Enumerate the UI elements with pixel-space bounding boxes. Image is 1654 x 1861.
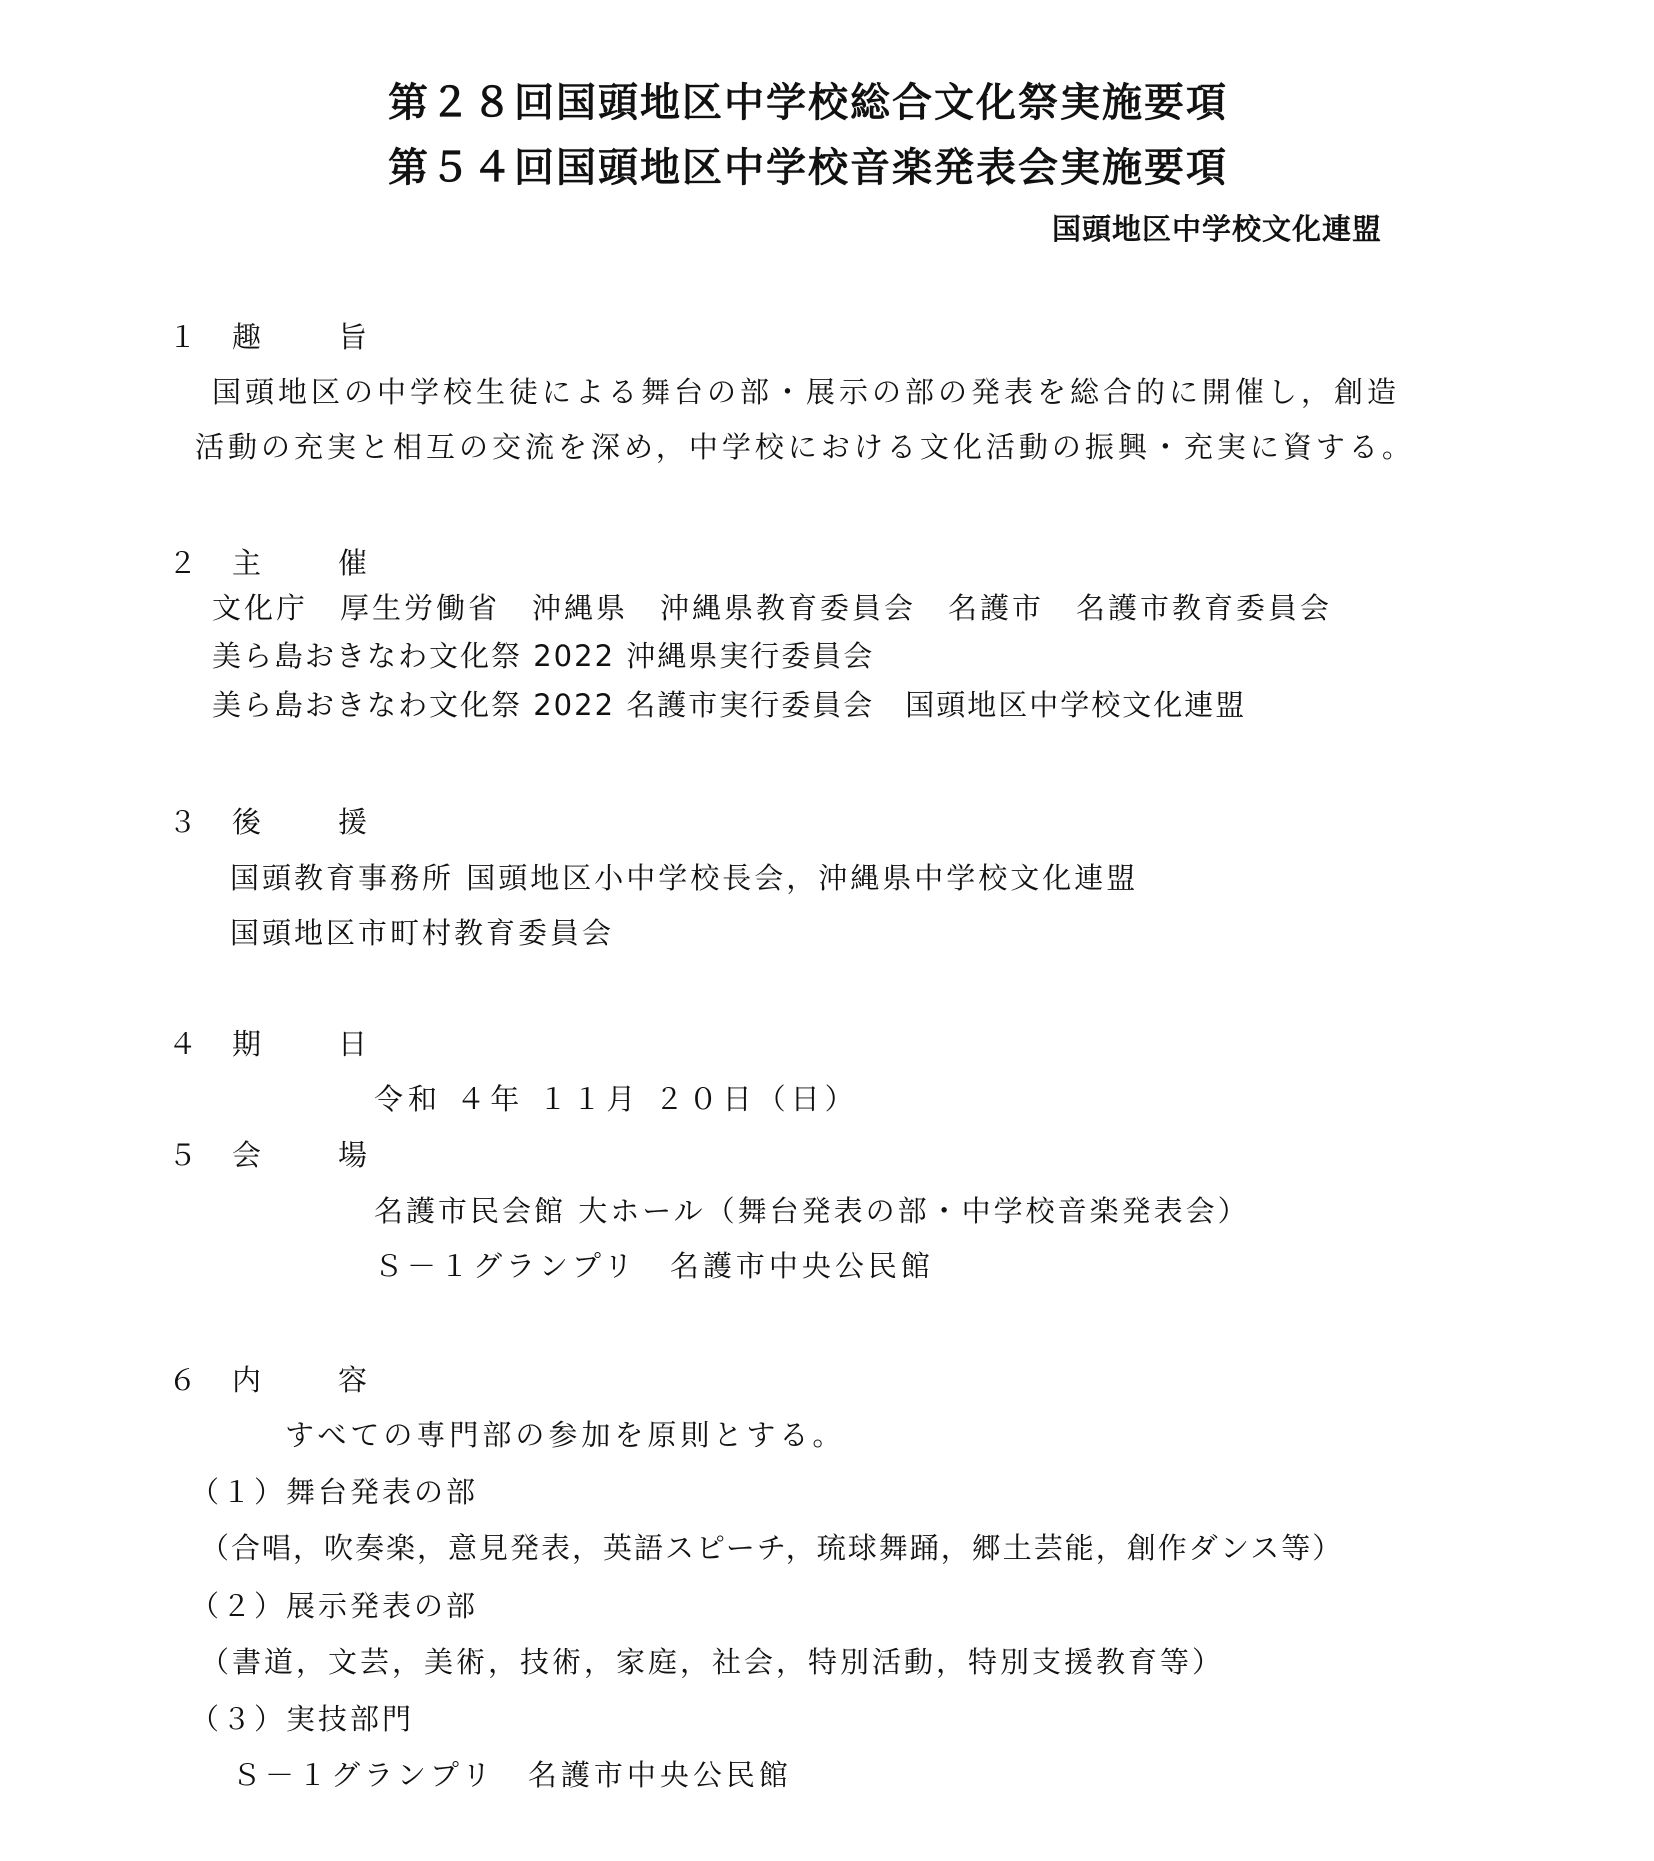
section-6-heading: 内 容 — [232, 1363, 392, 1397]
section-3-number: ３ — [168, 805, 198, 839]
section-4-date: 令和 ４年 １１月 ２０日（日） — [374, 1082, 859, 1116]
section-2-heading: 主 催 — [232, 546, 392, 580]
section-5-line-2: Ｓ－１グランプリ 名護市中央公民館 — [374, 1249, 934, 1283]
section-5-heading: 会 場 — [232, 1138, 392, 1172]
document-title-1: 第２８回国頭地区中学校総合文化祭実施要項 — [388, 80, 1228, 126]
section-2-line-2: 美ら島おきなわ文化祭 2022 沖縄県実行委員会 — [212, 639, 875, 673]
section-1-line-2: 活動の充実と相互の交流を深め，中学校における文化活動の振興・充実に資する。 — [195, 430, 1415, 464]
section-4-number: ４ — [168, 1027, 198, 1061]
document-title-2: 第５４回国頭地区中学校音楽発表会実施要項 — [388, 145, 1228, 191]
section-6-sub-3-label: （３）実技部門 — [190, 1702, 415, 1736]
section-6-sub-3-detail: Ｓ－１グランプリ 名護市中央公民館 — [232, 1758, 792, 1792]
section-1-number: １ — [168, 320, 198, 354]
section-5-number: ５ — [168, 1138, 198, 1172]
section-6-number: ６ — [168, 1363, 198, 1397]
section-3-line-2: 国頭地区市町村教育委員会 — [230, 916, 615, 950]
section-2-number: ２ — [168, 546, 198, 580]
section-2-line-1: 文化庁 厚生労働省 沖縄県 沖縄県教育委員会 名護市 名護市教育委員会 — [212, 591, 1333, 625]
section-6-sub-1-detail: （合唱，吹奏楽，意見発表，英語スピーチ，琉球舞踊，郷土芸能，創作ダンス等） — [200, 1531, 1344, 1565]
section-1-heading: 趣 旨 — [232, 320, 392, 354]
section-4-heading: 期 日 — [232, 1027, 392, 1061]
organizer-name: 国頭地区中学校文化連盟 — [1052, 212, 1383, 246]
section-1-line-1: 国頭地区の中学校生徒による舞台の部・展示の部の発表を総合的に開催し，創造 — [212, 375, 1401, 409]
section-6-sub-2-detail: （書道，文芸，美術，技術，家庭，社会，特別活動，特別支援教育等） — [200, 1645, 1225, 1679]
section-5-line-1: 名護市民会館 大ホール（舞台発表の部・中学校音楽発表会） — [374, 1194, 1250, 1228]
section-6-intro: すべての専門部の参加を原則とする。 — [285, 1418, 846, 1452]
section-3-heading: 後 援 — [232, 805, 392, 839]
section-6-sub-1-label: （１）舞台発表の部 — [190, 1475, 479, 1509]
section-2-line-3: 美ら島おきなわ文化祭 2022 名護市実行委員会 国頭地区中学校文化連盟 — [212, 688, 1247, 722]
section-6-sub-2-label: （２）展示発表の部 — [190, 1589, 479, 1623]
section-3-line-1: 国頭教育事務所 国頭地区小中学校長会，沖縄県中学校文化連盟 — [230, 861, 1139, 895]
